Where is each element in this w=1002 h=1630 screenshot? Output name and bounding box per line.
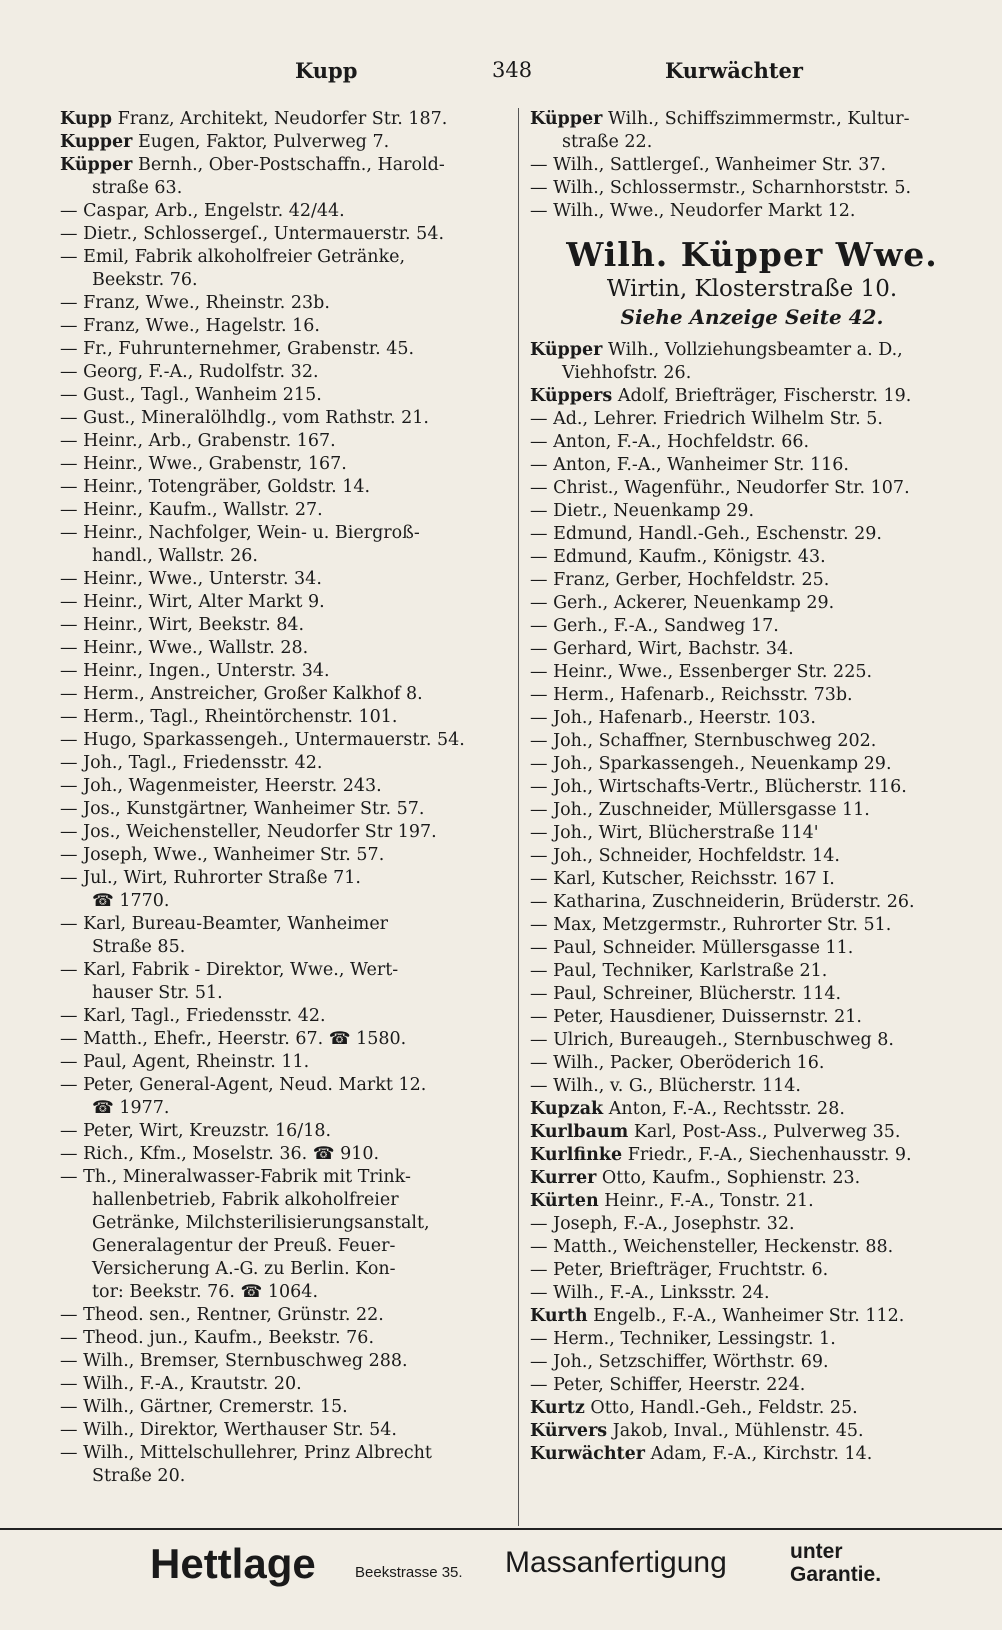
entry-text: — Joh., Wagenmeister, Heerstr. 243. [60, 776, 382, 796]
entry-text: — Wilh., F.-A., Linksstr. 24. [530, 1283, 770, 1303]
entry-text: — Gerhard, Wirt, Bachstr. 34. [530, 639, 794, 659]
entry-text: — Gerh., Ackerer, Neuenkamp 29. [530, 593, 835, 613]
entry-text: — Joh., Tagl., Friedensstr. 42. [60, 753, 323, 773]
right-column [530, 108, 974, 1466]
header-right-keyword: Kurwächter [665, 58, 803, 83]
directory-entry [530, 408, 974, 431]
directory-entry [60, 752, 512, 775]
entry-text: — Gust., Mineralölhdlg., vom Rathstr. 21. [60, 408, 429, 428]
entry-text: — Joseph, F.-A., Josephstr. 32. [530, 1214, 795, 1234]
directory-entry [60, 614, 512, 637]
directory-entry [530, 753, 974, 776]
directory-entry [60, 499, 512, 522]
entry-continuation: hallenbetrieb, Fabrik alkoholfreier [92, 1190, 399, 1210]
entry-text: — Katharina, Zuschneiderin, Brüderstr. 26. [530, 892, 915, 912]
directory-entry [60, 568, 512, 591]
directory-entry [530, 108, 974, 154]
entry-surname: Kürten [530, 1191, 599, 1211]
entry-surname: Kurwächter [530, 1444, 645, 1464]
directory-entry [530, 914, 974, 937]
entry-surname: Kurlbaum [530, 1122, 629, 1142]
entry-text: — Christ., Wagenführ., Neudorfer Str. 107. [530, 478, 910, 498]
directory-entry [60, 1442, 512, 1488]
entry-text: — Theod. sen., Rentner, Grünstr. 22. [60, 1305, 384, 1325]
directory-entry [60, 292, 512, 315]
entry-text: — Heinr., Arb., Grabenstr. 167. [60, 431, 336, 451]
entry-text: — Wilh., Direktor, Werthauser Str. 54. [60, 1420, 397, 1440]
directory-entry [530, 1167, 974, 1190]
entry-text: — Heinr., Ingen., Unterstr. 34. [60, 661, 330, 681]
entry-surname: Küpper [530, 109, 603, 129]
entry-text: Eugen, Faktor, Pulverweg 7. [137, 132, 390, 152]
entry-text: — Karl, Bureau-Beamter, Wanheimer [60, 914, 389, 934]
directory-entry [60, 453, 512, 476]
entry-text: — Joh., Wirtschafts-Vertr., Blücherstr. 116. [530, 777, 907, 797]
directory-entry [60, 1235, 512, 1258]
directory-entry [60, 821, 512, 844]
entry-text: — Heinr., Wirt, Beekstr. 84. [60, 615, 305, 635]
entry-text: — Wilh., Schlossermstr., Scharnhorststr. 5. [530, 178, 912, 198]
entry-text: Otto, Handl.-Geh., Feldstr. 25. [590, 1398, 858, 1418]
left-column [60, 108, 512, 1488]
directory-entry [60, 1212, 512, 1235]
entry-text: — Wilh., Bremser, Sternbuschweg 288. [60, 1351, 408, 1371]
entry-text: — Edmund, Kaufm., Königstr. 43. [530, 547, 826, 567]
advertisement [530, 235, 974, 331]
directory-entry [60, 1166, 512, 1212]
directory-entry [60, 844, 512, 867]
entry-text: — Peter, Schiffer, Heerstr. 224. [530, 1375, 806, 1395]
directory-entry [60, 1419, 512, 1442]
entry-text: — Joseph, Wwe., Wanheimer Str. 57. [60, 845, 385, 865]
entry-text: — Herm., Tagl., Rheintörchenstr. 101. [60, 707, 398, 727]
entry-text: — Max, Metzgermstr., Ruhrorter Str. 51. [530, 915, 892, 935]
directory-entry [530, 1006, 974, 1029]
entry-text: — Joh., Zuschneider, Müllersgasse 11. [530, 800, 870, 820]
entry-text: Heinr., F.-A., Tonstr. 21. [604, 1191, 814, 1211]
entry-text: — Edmund, Handl.-Geh., Eschenstr. 29. [530, 524, 882, 544]
directory-entry [530, 638, 974, 661]
directory-entry [530, 891, 974, 914]
directory-entry [530, 1236, 974, 1259]
directory-entry [60, 683, 512, 706]
entry-text: — Anton, F.-A., Hochfeldstr. 66. [530, 432, 810, 452]
directory-entry [530, 1098, 974, 1121]
ad-name: Wilh. Küpper Wwe. [566, 235, 938, 274]
directory-entry [530, 868, 974, 891]
entry-text: Otto, Kaufm., Sophienstr. 23. [601, 1168, 861, 1188]
entry-continuation: Straße 20. [92, 1466, 186, 1486]
directory-entry [530, 1282, 974, 1305]
entry-text: — Th., Mineralwasser-Fabrik mit Trink- [60, 1167, 411, 1187]
directory-entry [60, 959, 512, 1005]
directory-entry [530, 385, 974, 408]
directory-entry [60, 775, 512, 798]
entry-text: Friedr., F.-A., Siechenhausstr. 9. [627, 1145, 912, 1165]
entry-text: — Gust., Tagl., Wanheim 215. [60, 385, 322, 405]
entry-text: — Herm., Hafenarb., Reichsstr. 73b. [530, 685, 853, 705]
directory-entry [60, 200, 512, 223]
entry-text: — Hugo, Sparkassengeh., Untermauerstr. 54. [60, 730, 465, 750]
entry-text: — Herm., Anstreicher, Großer Kalkhof 8. [60, 684, 423, 704]
entry-text: — Heinr., Wwe., Essenberger Str. 225. [530, 662, 873, 682]
directory-entry [530, 1328, 974, 1351]
directory-entry [530, 1029, 974, 1052]
directory-entry [60, 1028, 512, 1051]
entry-continuation: straße 63. [92, 178, 183, 198]
entry-continuation: hauser Str. 51. [92, 983, 223, 1003]
entry-text: — Joh., Sparkassengeh., Neuenkamp 29. [530, 754, 892, 774]
directory-entry [60, 1396, 512, 1419]
directory-entry [60, 223, 512, 246]
entry-text: — Heinr., Wwe., Wallstr. 28. [60, 638, 309, 658]
entry-text: — Karl, Kutscher, Reichsstr. 167 I. [530, 869, 835, 889]
page-header [0, 58, 1002, 94]
directory-entry [60, 1005, 512, 1028]
entry-text: — Ulrich, Bureaugeh., Sternbuschweg 8. [530, 1030, 894, 1050]
directory-entry [530, 1213, 974, 1236]
ad-reference: Siehe Anzeige Seite 42. [620, 305, 884, 329]
directory-entry [530, 1443, 974, 1466]
entry-text: — Wilh., Mittelschullehrer, Prinz Albrecht [60, 1443, 432, 1463]
directory-entry [60, 867, 512, 913]
directory-entry [60, 660, 512, 683]
footer-advertisement [0, 1528, 1002, 1610]
entry-surname: Kurtz [530, 1398, 585, 1418]
header-left-keyword: Kupp [295, 58, 358, 83]
directory-entry [60, 407, 512, 430]
entry-text: Adam, F.-A., Kirchstr. 14. [650, 1444, 873, 1464]
directory-entry [530, 1121, 974, 1144]
entry-text: — Peter, General-Agent, Neud. Markt 12. [60, 1075, 427, 1095]
footer-guarantee-2: Garantie. [790, 1563, 882, 1586]
directory-entry [530, 1351, 974, 1374]
directory-entry [60, 430, 512, 453]
entry-text: Wilh., Vollziehungsbeamter a. D., [607, 340, 903, 360]
entry-text: — Wilh., F.-A., Krautstr. 20. [60, 1374, 302, 1394]
directory-entry [60, 361, 512, 384]
directory-entry [530, 1144, 974, 1167]
directory-entry [530, 569, 974, 592]
entry-text: — Heinr., Wwe., Unterstr. 34. [60, 569, 322, 589]
directory-entry [60, 1304, 512, 1327]
entry-text: — Rich., Kfm., Moselstr. 36. ☎ 910. [60, 1144, 380, 1164]
directory-entry [60, 706, 512, 729]
entry-text: — Ad., Lehrer. Friedrich Wilhelm Str. 5. [530, 409, 883, 429]
entry-surname: Kurth [530, 1306, 588, 1326]
entry-text: — Matth., Ehefr., Heerstr. 67. ☎ 1580. [60, 1029, 407, 1049]
entry-surname: Küpper [530, 340, 603, 360]
directory-entry [530, 684, 974, 707]
directory-entry [60, 384, 512, 407]
entry-text: — Herm., Techniker, Lessingstr. 1. [530, 1329, 836, 1349]
entry-text: — Wilh., Sattlergeſ., Wanheimer Str. 37. [530, 155, 887, 175]
directory-entry [530, 661, 974, 684]
entry-surname: Kupzak [530, 1099, 604, 1119]
directory-entry [60, 522, 512, 568]
entry-phone: ☎ 1977. [92, 1098, 170, 1118]
directory-entry [530, 615, 974, 638]
directory-entry [530, 339, 974, 385]
directory-entry [60, 1143, 512, 1166]
entry-text: Anton, F.-A., Rechtsstr. 28. [608, 1099, 845, 1119]
entry-text: — Franz, Wwe., Hagelstr. 16. [60, 316, 320, 336]
entry-text: — Joh., Schneider, Hochfeldstr. 14. [530, 846, 840, 866]
entry-text: — Heinr., Wirt, Alter Markt 9. [60, 592, 325, 612]
directory-entry [60, 131, 512, 154]
entry-text: — Caspar, Arb., Engelstr. 42/44. [60, 201, 345, 221]
entry-text: Wilh., Schiffszimmermstr., Kultur- [607, 109, 910, 129]
directory-entry [530, 1052, 974, 1075]
entry-text: Engelb., F.-A., Wanheimer Str. 112. [593, 1306, 905, 1326]
entry-text: — Joh., Wirt, Blücherstraße 114' [530, 823, 819, 843]
entry-text: — Georg, F.-A., Rudolfstr. 32. [60, 362, 319, 382]
footer-brand: Hettlage [150, 1540, 316, 1587]
entry-text: — Jos., Kunstgärtner, Wanheimer Str. 57. [60, 799, 425, 819]
entry-text: — Paul, Schneider. Müllersgasse 11. [530, 938, 854, 958]
entry-text: — Emil, Fabrik alkoholfreier Getränke, [60, 247, 406, 267]
directory-entry [530, 845, 974, 868]
directory-entry [60, 1051, 512, 1074]
entry-text: — Joh., Setzschiffer, Wörthstr. 69. [530, 1352, 829, 1372]
directory-entry [60, 1327, 512, 1350]
entry-continuation: Versicherung A.-G. zu Berlin. Kon- [92, 1259, 396, 1279]
entry-text: — Wilh., v. G., Blücherstr. 114. [530, 1076, 801, 1096]
directory-entry [530, 454, 974, 477]
footer-address: Beekstrasse 35. [355, 1564, 463, 1581]
directory-entry [530, 431, 974, 454]
entry-text: — Peter, Briefträger, Fruchtstr. 6. [530, 1260, 829, 1280]
directory-entry [60, 246, 512, 292]
directory-entry [60, 108, 512, 131]
directory-entry [530, 1420, 974, 1443]
entry-continuation: straße 22. [562, 132, 653, 152]
right-column-top [530, 108, 974, 223]
directory-entry [530, 1374, 974, 1397]
entry-text: — Karl, Tagl., Friedensstr. 42. [60, 1006, 326, 1026]
entry-surname: Küppers [530, 386, 613, 406]
entry-text: — Matth., Weichensteller, Heckenstr. 88. [530, 1237, 894, 1257]
entry-text: — Dietr., Neuenkamp 29. [530, 501, 755, 521]
entry-continuation: Generalagentur der Preuß. Feuer- [92, 1236, 396, 1256]
entry-surname: Kupper [60, 132, 133, 152]
directory-entry [530, 799, 974, 822]
directory-entry [530, 822, 974, 845]
directory-entry [530, 707, 974, 730]
entry-text: — Fr., Fuhrunternehmer, Grabenstr. 45. [60, 339, 415, 359]
directory-entry [60, 338, 512, 361]
directory-entry [60, 315, 512, 338]
directory-entry [530, 983, 974, 1006]
directory-entry [530, 154, 974, 177]
directory-entry [530, 1305, 974, 1328]
entry-continuation: handl., Wallstr. 26. [92, 546, 258, 566]
entry-text: Karl, Post-Ass., Pulverweg 35. [633, 1122, 901, 1142]
directory-entry [530, 1190, 974, 1213]
directory-entry [60, 637, 512, 660]
column-divider [518, 108, 519, 1526]
entry-text: — Paul, Schreiner, Blücherstr. 114. [530, 984, 842, 1004]
ad-line: Wirtin, Klosterstraße 10. [606, 276, 898, 302]
directory-entry [530, 730, 974, 753]
footer-guarantee-1: unter [790, 1540, 843, 1563]
entry-text: — Franz, Wwe., Rheinstr. 23b. [60, 293, 330, 313]
entry-surname: Küpper [60, 155, 133, 175]
entry-text: — Heinr., Nachfolger, Wein- u. Biergroß- [60, 523, 420, 543]
entry-text: — Gerh., F.-A., Sandweg 17. [530, 616, 779, 636]
entry-text: — Jul., Wirt, Ruhrorter Straße 71. [60, 868, 361, 888]
entry-surname: Kurlfinke [530, 1145, 623, 1165]
directory-entry [60, 1074, 512, 1120]
entry-text: — Paul, Techniker, Karlstraße 21. [530, 961, 828, 981]
entry-continuation: Beekstr. 76. [92, 270, 198, 290]
directory-entry [60, 476, 512, 499]
directory-entry [530, 1397, 974, 1420]
directory-entry [60, 1120, 512, 1143]
entry-continuation: Straße 85. [92, 937, 186, 957]
entry-text: — Joh., Schaffner, Sternbuschweg 202. [530, 731, 877, 751]
directory-entry [60, 1281, 512, 1304]
footer-slogan: Massanfertigung [505, 1546, 727, 1579]
entry-text: — Franz, Gerber, Hochfeldstr. 25. [530, 570, 830, 590]
entry-surname: Kupp [60, 109, 113, 129]
entry-continuation: tor: Beekstr. 76. ☎ 1064. [92, 1282, 319, 1302]
page-number: 348 [492, 58, 533, 82]
entry-phone: ☎ 1770. [92, 891, 170, 911]
entry-text: — Heinr., Totengräber, Goldstr. 14. [60, 477, 371, 497]
entry-text: — Theod. jun., Kaufm., Beekstr. 76. [60, 1328, 375, 1348]
directory-entry [530, 937, 974, 960]
directory-entry [530, 200, 974, 223]
right-column-bottom [530, 339, 974, 1466]
directory-entry [530, 960, 974, 983]
directory-entry [530, 177, 974, 200]
directory-entry [530, 500, 974, 523]
directory-entry [530, 1259, 974, 1282]
entry-text: — Wilh., Wwe., Neudorfer Markt 12. [530, 201, 856, 221]
entry-surname: Kürvers [530, 1421, 608, 1441]
directory-entry [60, 591, 512, 614]
entry-text: — Dietr., Schlossergeſ., Untermauerstr. 54. [60, 224, 445, 244]
entry-text: Jakob, Inval., Mühlenstr. 45. [612, 1421, 864, 1441]
entry-text: — Peter, Wirt, Kreuzstr. 16/18. [60, 1121, 332, 1141]
directory-entry [530, 546, 974, 569]
directory-entry [530, 776, 974, 799]
entry-text: — Wilh., Packer, Oberöderich 16. [530, 1053, 825, 1073]
entry-text: — Paul, Agent, Rheinstr. 11. [60, 1052, 310, 1072]
entry-surname: Kurrer [530, 1168, 597, 1188]
entry-text: — Heinr., Wwe., Grabenstr, 167. [60, 454, 347, 474]
directory-entry [60, 1350, 512, 1373]
entry-text: — Wilh., Gärtner, Cremerstr. 15. [60, 1397, 348, 1417]
directory-entry [60, 1373, 512, 1396]
entry-text: Franz, Architekt, Neudorfer Str. 187. [117, 109, 448, 129]
entry-text: — Karl, Fabrik - Direktor, Wwe., Wert- [60, 960, 399, 980]
directory-entry [60, 913, 512, 959]
directory-entry [530, 523, 974, 546]
entry-continuation: Viehhofstr. 26. [562, 363, 692, 383]
directory-entry [530, 592, 974, 615]
entry-text: — Heinr., Kaufm., Wallstr. 27. [60, 500, 323, 520]
entry-text: — Jos., Weichensteller, Neudorfer Str 197. [60, 822, 437, 842]
entry-text: Bernh., Ober-Postschaffn., Harold- [137, 155, 445, 175]
entry-text: — Joh., Hafenarb., Heerstr. 103. [530, 708, 816, 728]
entry-continuation: Getränke, Milchsterilisierungsanstalt, [92, 1213, 430, 1233]
directory-entry [530, 1075, 974, 1098]
footer-guarantee [790, 1540, 881, 1586]
directory-entry [60, 1258, 512, 1281]
directory-entry [60, 154, 512, 200]
directory-entry [530, 477, 974, 500]
directory-entry [60, 729, 512, 752]
entry-text: Adolf, Briefträger, Fischerstr. 19. [617, 386, 912, 406]
directory-entry [60, 798, 512, 821]
entry-text: — Anton, F.-A., Wanheimer Str. 116. [530, 455, 849, 475]
entry-text: — Peter, Hausdiener, Duissernstr. 21. [530, 1007, 862, 1027]
